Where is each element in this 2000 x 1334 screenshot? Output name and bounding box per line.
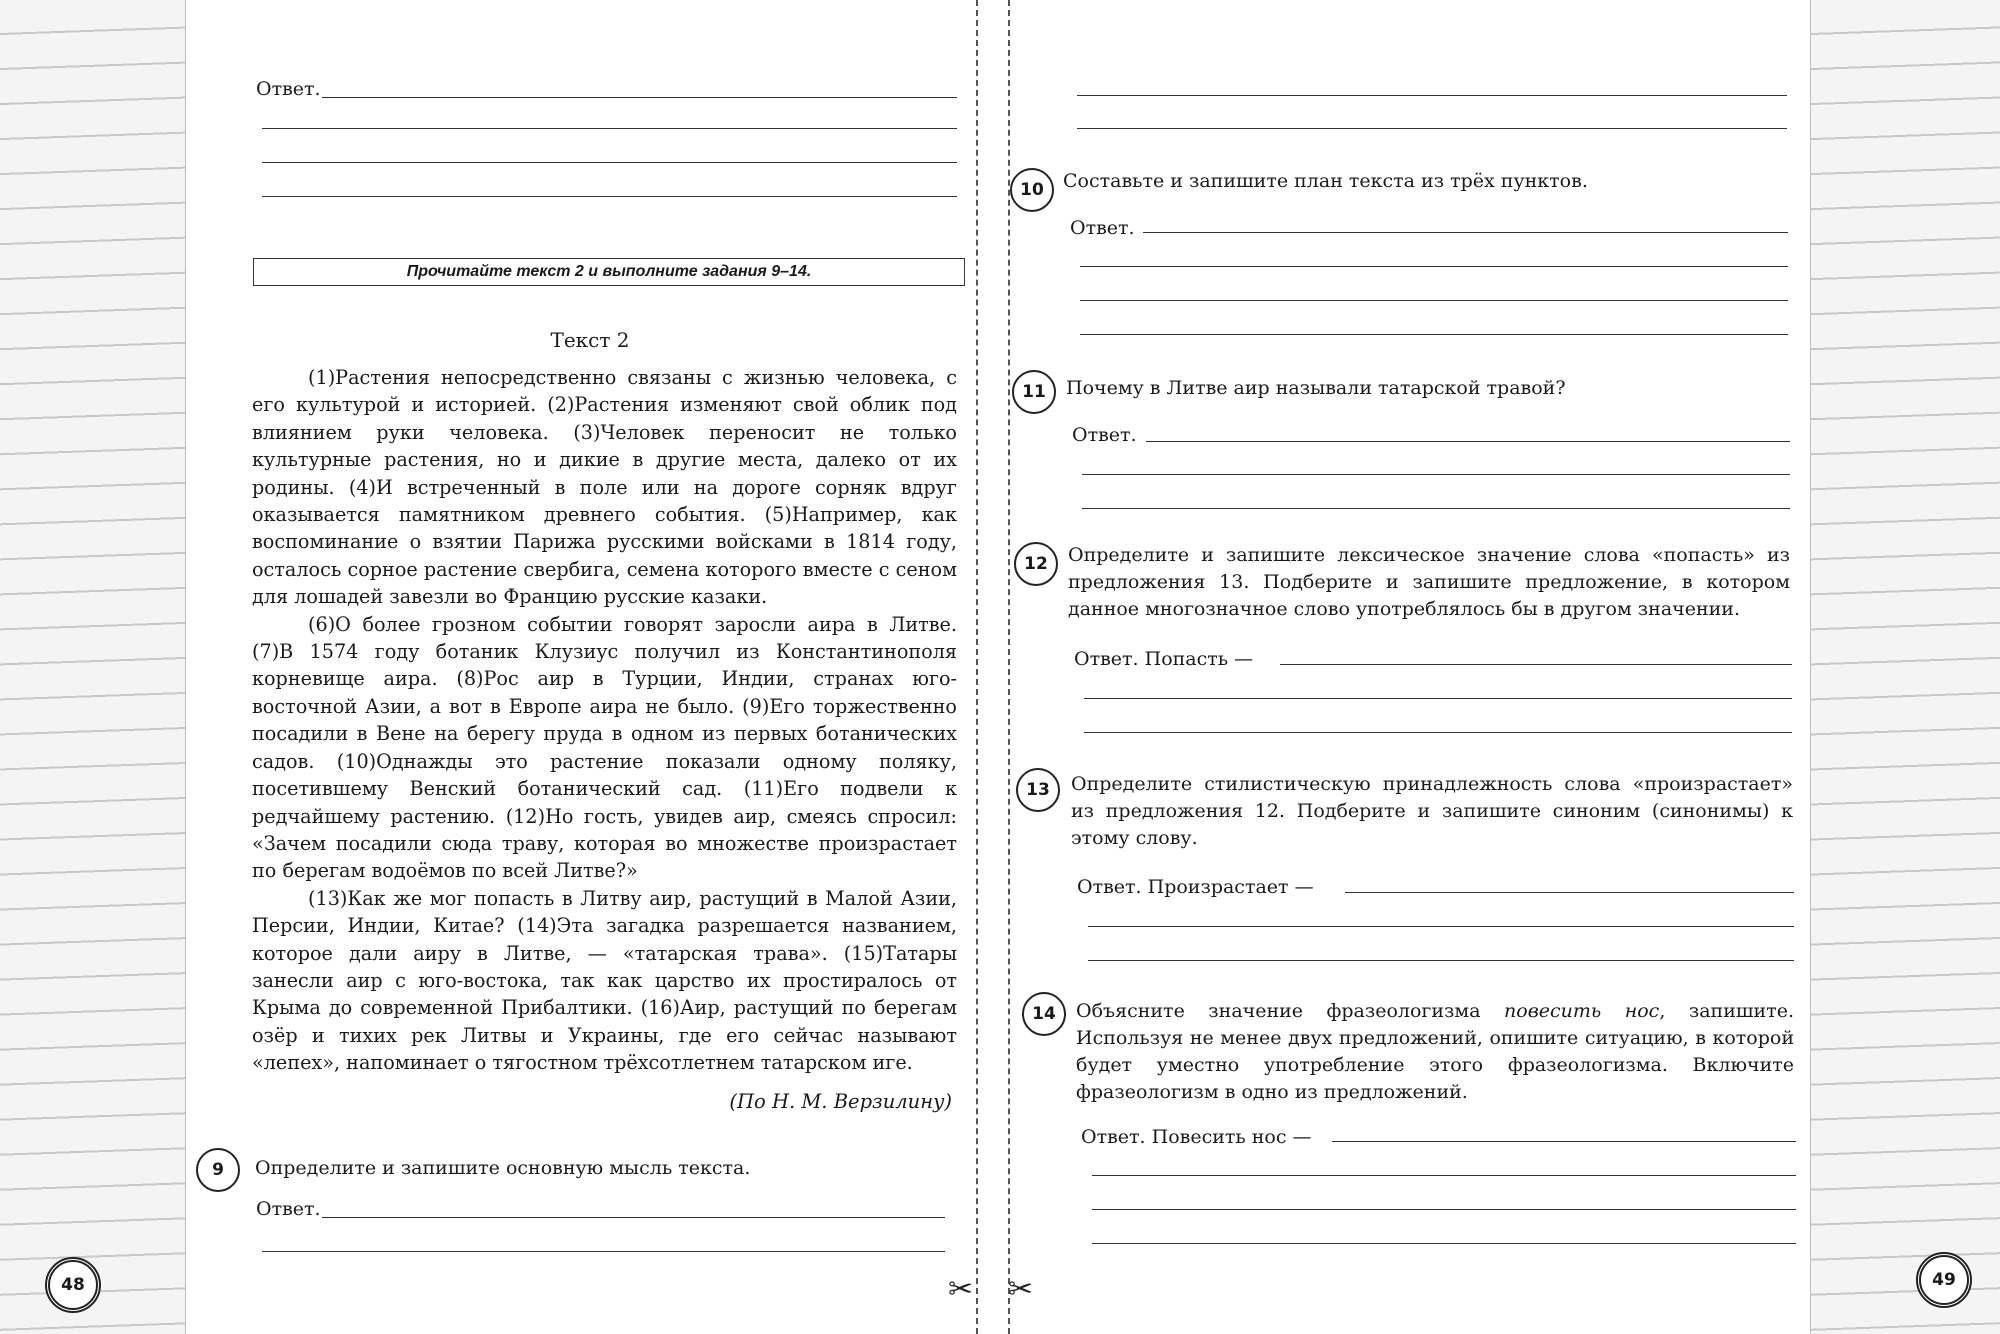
answer-label: Ответ.	[256, 78, 321, 100]
question-13-text: Определите стилистическую принадлежность слова «произрастает» из предложения 12. Подберите и запишите синоним (синонимы) к этому слову.	[1071, 773, 1793, 849]
cut-line-left	[976, 0, 978, 1334]
answer-line[interactable]	[1080, 334, 1788, 335]
question-12-text: Определите и запишите лексическое значение слова «попасть» из предложения 13. Подберите и запишите предложение, в котором данное многозначное слово употреблялось бы в другом значении.	[1068, 544, 1790, 620]
right-margin-strip	[1810, 0, 2000, 1334]
answer-line[interactable]	[1092, 1209, 1796, 1210]
answer-line[interactable]	[1088, 926, 1794, 927]
text-author: (По Н. М. Верзилину)	[729, 1090, 952, 1113]
answer-line[interactable]	[1088, 960, 1794, 961]
question-number-11: 11	[1012, 370, 1056, 414]
question-14-text-after: , запишите. Используя не менее двух предложений, опишите ситуацию, в которой будет уместно употребление этого фразеологизма. Включите фразеологизм в одно из предложений.	[1076, 1000, 1794, 1103]
answer-line[interactable]	[322, 97, 957, 98]
phraseologism: повесить нос	[1504, 1000, 1660, 1022]
page-number-49: 49	[1916, 1252, 1972, 1308]
left-margin-strip	[0, 0, 186, 1334]
answer-label: Ответ. Попасть —	[1074, 648, 1254, 670]
answer-label: Ответ. Повесить нос —	[1081, 1126, 1312, 1148]
reading-text	[252, 364, 957, 1077]
answer-line[interactable]	[1143, 232, 1788, 233]
answer-line[interactable]	[1092, 1175, 1796, 1176]
answer-line[interactable]	[262, 196, 957, 197]
question-10-text: Составьте и запишите план текста из трёх пунктов.	[1063, 170, 1588, 192]
question-number-13: 13	[1016, 768, 1060, 812]
answer-label: Ответ.	[1072, 424, 1137, 446]
question-number-12: 12	[1014, 542, 1058, 586]
answer-label: Ответ.	[256, 1198, 321, 1220]
answer-line[interactable]	[262, 1251, 945, 1252]
answer-line[interactable]	[1077, 128, 1787, 129]
paragraph: (1)Растения непосредственно связаны с жизнью человека, с его культурой и историей. (2)Растения изменяют свой облик под влиянием руки человека. (3)Человек переносит не только культурные растения, но и дикие в другие места, далеко от их родины. (4)И встреченный в поле или на дороге сорняк вдруг оказывается памятником древнего события. (5)Например, как воспоминание о взятии Парижа русскими войсками в 1814 году, осталось сорное растение свербига, семена которого вместе с сеном для лошадей завезли во Францию русские казаки.	[252, 366, 957, 609]
answer-line[interactable]	[262, 128, 957, 129]
scissors-icon: ✂	[948, 1272, 974, 1307]
page-number-48: 48	[45, 1257, 101, 1313]
answer-line[interactable]	[1084, 732, 1792, 733]
question-9-text: Определите и запишите основную мысль текста.	[255, 1157, 751, 1179]
paragraph: (13)Как же мог попасть в Литву аир, растущий в Малой Азии, Персии, Индии, Китае? (14)Эта загадка разрешается названием, которое дали аиру в Литве, — «татарская трава». (15)Татары занесли аир с юго-востока, так как царство их простиралось от Крыма до современной Прибалтики. (16)Аир, растущий по берегам озёр и тихих рек Литвы и Украины, где его сейчас называют «лепех», напоминает о тягостном трёхсотлетнем татарском иге.	[252, 886, 957, 1075]
question-number-10: 10	[1010, 168, 1054, 212]
answer-line[interactable]	[1084, 698, 1792, 699]
question-14-text-before: Объясните значение фразеологизма	[1076, 1000, 1505, 1022]
answer-label: Ответ. Произрастает —	[1077, 876, 1314, 898]
instruction-box: Прочитайте текст 2 и выполните задания 9–14.	[253, 258, 965, 286]
cut-line-right	[1008, 0, 1010, 1334]
answer-line[interactable]	[1345, 892, 1794, 893]
answer-line[interactable]	[1082, 474, 1790, 475]
scissors-icon: ✂	[1008, 1272, 1034, 1307]
answer-line[interactable]	[262, 162, 957, 163]
answer-line[interactable]	[1280, 664, 1792, 665]
answer-line[interactable]	[322, 1217, 945, 1218]
answer-line[interactable]	[1082, 508, 1790, 509]
answer-line[interactable]	[1077, 95, 1787, 96]
text-title: Текст 2	[550, 328, 630, 352]
answer-line[interactable]	[1332, 1141, 1796, 1142]
question-11-text: Почему в Литве аир называли татарской травой?	[1066, 377, 1566, 399]
question-number-9: 9	[196, 1148, 240, 1192]
answer-line[interactable]	[1146, 441, 1790, 442]
answer-label: Ответ.	[1070, 217, 1135, 239]
answer-line[interactable]	[1080, 300, 1788, 301]
answer-line[interactable]	[1080, 266, 1788, 267]
question-number-14: 14	[1022, 992, 1066, 1036]
question-14-text	[1076, 998, 1794, 1106]
paragraph: (6)О более грозном событии говорят заросли аира в Литве. (7)В 1574 году ботаник Клузиус получил из Константинополя корневище аира. (8)Рос аир в Турции, Индии, странах юго-восточной Азии, а вот в Европе аира не было. (9)Его торжественно посадили в Вене на берегу пруда в одном из первых ботанических садов. (10)Однажды это растение показали одному поляку, посетившему Венский ботанический сад. (11)Его подвели к редчайшему растению. (12)Но гость, увидев аир, смеясь спросил: «Зачем посадили сюда траву, которая во множестве произрастает по берегам водоёмов по всей Литве?»	[252, 612, 957, 883]
answer-line[interactable]	[1092, 1243, 1796, 1244]
